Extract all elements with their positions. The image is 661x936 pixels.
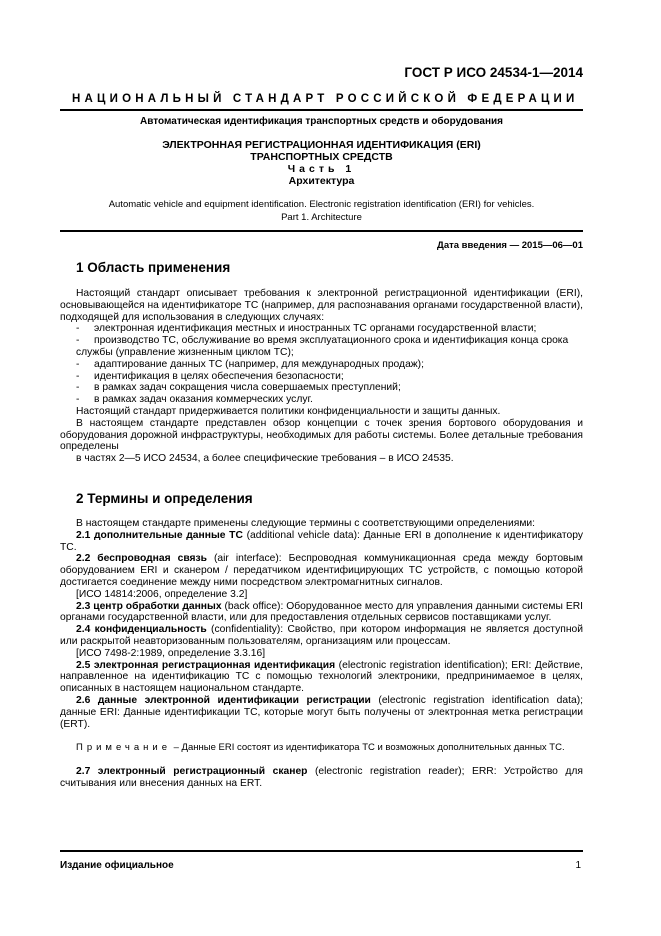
part-number: Часть 1 [287,163,356,175]
term-2-7: 2.7 электронный регистрационный сканер (electronic registration reader); ERR: Устройство для считывания или внесения данных на ERT. [60,766,583,789]
part-title: Архитектура [288,175,355,187]
section-2-intro: В настоящем стандарте применены следующие термины с соответствующими определениями: [76,518,536,529]
section-2-heading: 2 Термины и определения [76,491,253,506]
term-2-3: 2.3 центр обработки данных (back office): Оборудованное место для управления данными системы ERI органами государственной власти, или для предоставления отдельных сервисов поставщиками услуг. [60,600,583,624]
standard-number: ГОСТ Р ИСО 24534-1—2014 [404,65,583,80]
term-2-1: 2.1 дополнительные данные ТС (additional vehicle data): Данные ERI в дополнение к идентификатору ТС. [60,529,583,553]
note-label: Примечание [76,742,171,754]
section-1-heading: 1 Область применения [76,260,231,275]
list-item: - адаптирование данных ТС (например, для международных продаж); [76,358,424,370]
reference-iso-14814: [ИСО 14814:2006, определение 3.2] [76,588,248,600]
overview-paragraph: В настоящем стандарте представлен обзор концепции с точек зрения бортового оборудования и оборудования дорожной инфраструктуры, необходимых для работы системы. Более детальные требования определены [60,417,583,453]
reference-iso-7498: [ИСО 7498-2:1989, определение 3.3.16] [76,647,266,659]
title-line-1: ЭЛЕКТРОННАЯ РЕГИСТРАЦИОННАЯ ИДЕНТИФИКАЦИЯ (ERI) [162,139,481,151]
list-item: - идентификация в целях обеспечения безопасности; [76,370,344,382]
title-line-2: ТРАНСПОРТНЫХ СРЕДСТВ [250,151,393,163]
page-number: 1 [575,860,581,871]
term-2-2: 2.2 беспроводная связь (air interface): Беспроводная коммуникационная среда между бортовым оборудованием ERI и сканером / передатчиком идентифицирующих ТС устройств, с помощью которой достигается соединение между ними посредством электромагнитных сигналов. [60,553,583,588]
footer-rule [60,850,583,852]
date-of-introduction: Дата введения — 2015—06—01 [437,240,583,251]
section-1-body [60,288,583,465]
english-title [60,198,583,224]
privacy-paragraph: Настоящий стандарт придерживается политики конфиденциальности и защиты данных. [76,405,501,417]
english-title-line-2: Part 1. Architecture [281,212,362,223]
title-rule [60,230,583,232]
term-2-6: 2.6 данные электронной идентификации регистрации (electronic registration identification data); данные ERI: Данные идентификации ТС, которые могут быть получены от электронная метка регистрации (ERT). [60,694,584,730]
scope-list [60,323,583,406]
section-2-body [60,518,583,790]
term-2-5: 2.5 электронная регистрационная идентификация (electronic registration identification); ERI: Действие, направленное на идентификацию ТС с помощью технологий электроники, предпринимаемое в целях, описанных в настоящем национальном стандарте. [60,659,583,695]
edition-label: Издание официальное [60,860,174,871]
english-title-line-1: Automatic vehicle and equipment identification. Electronic registration identification (ERI) for vehicles. [108,199,535,210]
list-item: - производство ТС, обслуживание во время эксплуатационного срока и идентификация конца срока службы (управление жизненным циклом ТС); [76,335,569,358]
header-rule [60,109,583,111]
list-item: - в рамках задач оказания коммерческих услуг. [76,394,313,406]
list-item: - электронная идентификация местных и иностранных ТС органами государственной власти; [76,323,537,335]
document-title [60,139,583,187]
document-subtitle: Автоматическая идентификация транспортных средств и оборудования [140,116,503,127]
parts-reference: в частях 2—5 ИСО 24534, а более специфические требования – в ИСО 24535. [76,453,454,465]
list-item: - в рамках задач сокращения числа совершаемых преступлений; [76,382,401,394]
national-standard-line: НАЦИОНАЛЬНЫЙ СТАНДАРТ РОССИЙСКОЙ ФЕДЕРАЦИИ [72,93,579,105]
term-2-4: 2.4 конфиденциальность (confidentiality): Свойство, при котором информация не является доступной или раскрытой неавторизованным пользователям, организациям или процессам. [60,624,583,647]
note [60,742,583,754]
section-1-intro: Настоящий стандарт описывает требования к электронной регистрационной идентификации (ERI), основывающейся на идентификаторе ТС (например, для распознавания органами государственной власти), подходящей для использования в следующих случаях: [60,288,583,323]
note-text: – Данные ERI состоят из идентификатора ТС и возможных дополнительных данных ТС. [171,742,565,754]
